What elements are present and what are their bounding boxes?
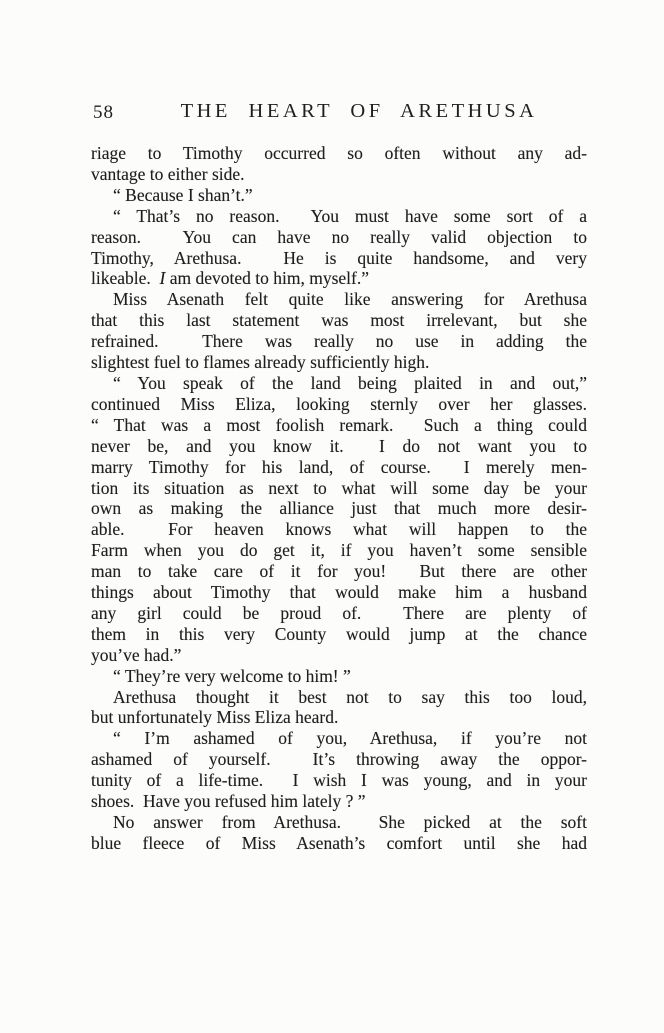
text-line bbox=[91, 227, 587, 248]
page-header bbox=[91, 100, 587, 128]
text-line bbox=[91, 540, 587, 561]
text-segment: man to take care of it for you! But there are other bbox=[91, 561, 587, 582]
text-segment: vantage to either side. bbox=[91, 163, 245, 184]
body-text bbox=[91, 143, 587, 854]
text-segment: them in this very County would jump at the chance bbox=[91, 623, 587, 644]
text-line bbox=[91, 519, 587, 540]
text-line bbox=[91, 624, 587, 645]
text-line bbox=[91, 394, 587, 415]
text-segment: “ That’s no reason. You must have some sort of a bbox=[113, 205, 587, 226]
text-line bbox=[91, 248, 587, 269]
text-line bbox=[91, 812, 587, 833]
text-line bbox=[91, 498, 587, 519]
text-line bbox=[91, 707, 587, 728]
text-line bbox=[91, 143, 587, 164]
text-segment: No answer from Arethusa. She picked at the soft bbox=[113, 812, 587, 832]
text-segment: riage to Timothy occurred so often without any ad- bbox=[91, 143, 587, 163]
text-segment: tunity of a life-time. I wish I was young, and in your bbox=[91, 770, 587, 791]
text-segment: any girl could be proud of. There are plenty of bbox=[91, 602, 587, 623]
text-segment: I bbox=[159, 268, 166, 289]
text-segment: “ They’re very welcome to him! ” bbox=[113, 665, 351, 686]
text-segment: refrained. There was really no use in adding the bbox=[91, 331, 587, 352]
text-line bbox=[91, 331, 587, 352]
text-line bbox=[91, 603, 587, 624]
text-segment: able. For heaven knows what will happen to the bbox=[91, 519, 587, 540]
text-line bbox=[91, 185, 587, 206]
text-segment: slightest fuel to flames already sufficiently high. bbox=[91, 352, 430, 373]
text-line bbox=[91, 436, 587, 457]
text-segment: continued Miss Eliza, looking sternly over her glasses. bbox=[91, 393, 587, 414]
text-line bbox=[91, 478, 587, 499]
text-segment: “ That was a most foolish remark. Such a thing could bbox=[91, 414, 587, 435]
text-segment: “ You speak of the land being plaited in and out,” bbox=[113, 372, 587, 393]
text-segment: shoes. Have you refused him lately ? ” bbox=[91, 791, 366, 812]
text-line bbox=[91, 770, 587, 791]
page-number: 58 bbox=[93, 102, 114, 123]
text-segment: that this last statement was most irrelevant, but she bbox=[91, 310, 587, 331]
text-line bbox=[91, 561, 587, 582]
text-line bbox=[91, 268, 587, 289]
text-segment: marry Timothy for his land, of course. I merely men- bbox=[91, 456, 587, 477]
running-title: THE HEART OF ARETHUSA bbox=[180, 100, 538, 122]
text-segment: reason. You can have no really valid objection to bbox=[91, 226, 587, 247]
text-line bbox=[91, 457, 587, 478]
text-segment: am devoted to him, myself.” bbox=[165, 268, 369, 289]
text-segment: tion its situation as next to what will some day be your bbox=[91, 477, 587, 498]
text-line bbox=[91, 352, 587, 373]
text-line bbox=[91, 687, 587, 708]
text-segment: blue fleece of Miss Asenath’s comfort until she had bbox=[91, 832, 587, 853]
text-segment: “ I’m ashamed of you, Arethusa, if you’re not bbox=[113, 728, 587, 749]
text-line bbox=[91, 373, 587, 394]
text-line bbox=[91, 791, 587, 812]
text-line bbox=[91, 833, 587, 854]
text-segment: things about Timothy that would make him a husband bbox=[91, 582, 587, 603]
text-segment: ashamed of yourself. It’s throwing away the oppor- bbox=[91, 749, 587, 770]
text-line bbox=[91, 415, 587, 436]
text-segment: you’ve had.” bbox=[91, 644, 182, 665]
text-segment: Farm when you do get it, if you haven’t some sensible bbox=[91, 540, 587, 561]
text-line bbox=[91, 645, 587, 666]
text-segment: Arethusa thought it best not to say this too loud, bbox=[113, 686, 587, 707]
text-line bbox=[91, 749, 587, 770]
text-line bbox=[91, 666, 587, 687]
text-segment: Timothy, Arethusa. He is quite handsome, and very bbox=[91, 247, 587, 268]
text-segment: “ Because I shan’t.” bbox=[113, 184, 253, 205]
text-segment: Miss Asenath felt quite like answering for Arethusa bbox=[113, 289, 587, 310]
text-line bbox=[91, 164, 587, 185]
text-segment: likeable. bbox=[91, 268, 160, 289]
text-segment: but unfortunately Miss Eliza heard. bbox=[91, 707, 339, 728]
text-segment: own as making the alliance just that much more desir- bbox=[91, 498, 587, 519]
text-line bbox=[91, 582, 587, 603]
text-line bbox=[91, 206, 587, 227]
text-line bbox=[91, 289, 587, 310]
text-line bbox=[91, 728, 587, 749]
text-segment: never be, and you know it. I do not want you to bbox=[91, 435, 587, 456]
text-line bbox=[91, 310, 587, 331]
